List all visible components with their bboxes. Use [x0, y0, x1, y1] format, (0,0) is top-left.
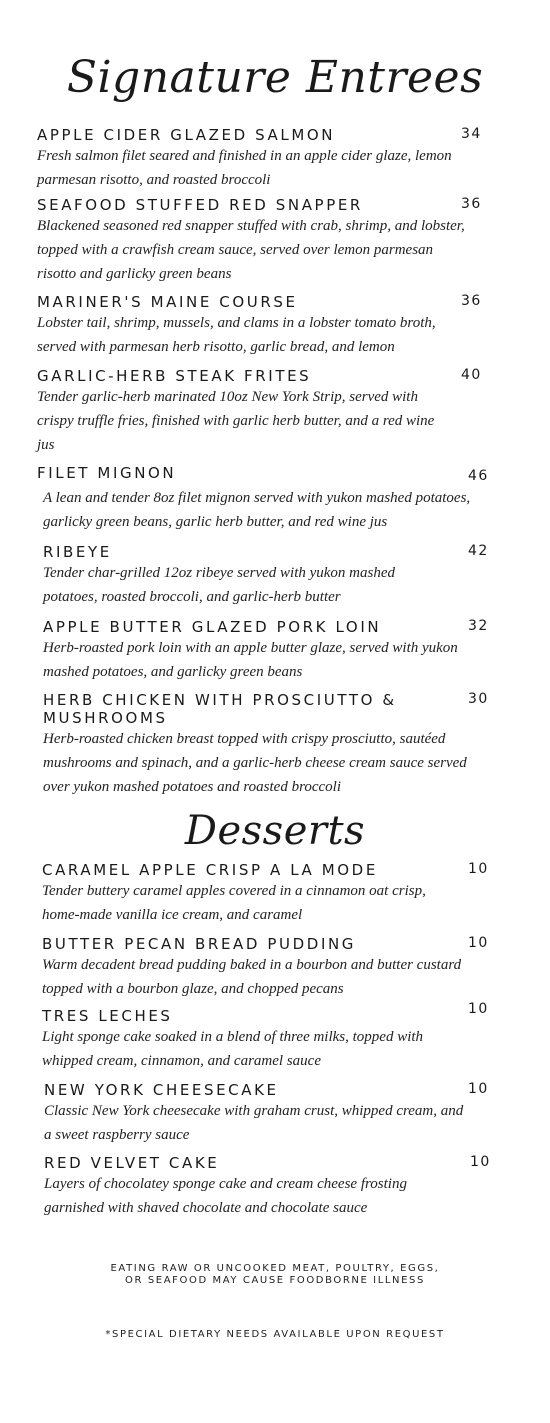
item-name: APPLE CIDER GLAZED SALMON [37, 126, 336, 144]
item-name: TRES LECHES [42, 1007, 173, 1025]
menu-item-garlic-herb-steak-frites [37, 367, 507, 457]
item-description: Light sponge cake soaked in a blend of three milks, topped with whipped cream, cinnamon, and caramel sauce [42, 1029, 424, 1069]
menu-item-new-york-cheesecake [44, 1081, 514, 1147]
item-description: Blackened seasoned red snapper stuffed with crab, shrimp, and lobster, topped with a crawfish cream sauce, served over lemon parmesan risotto and garlicky green beans [37, 218, 465, 282]
item-name: MARINER'S MAINE COURSE [37, 293, 298, 311]
item-price: 10 [468, 1001, 489, 1017]
item-price: 42 [468, 543, 489, 559]
item-name: SEAFOOD STUFFED RED SNAPPER [37, 196, 363, 214]
item-price: 10 [468, 861, 489, 877]
menu-item-apple-cider-glazed-salmon [37, 126, 507, 192]
item-name: CARAMEL APPLE CRISP A LA MODE [42, 861, 378, 879]
item-description: Lobster tail, shrimp, mussels, and clams in a lobster tomato broth, served with parmesan herb risotto, garlic bread, and lemon [37, 315, 436, 355]
item-description: Herb-roasted pork loin with an apple butter glaze, served with yukon mashed potatoes, and garlicky green beans [43, 640, 458, 680]
item-description: Tender garlic-herb marinated 10oz New York Strip, served with crispy truffle fries, finished with garlic herb butter, and a red wine jus [37, 389, 435, 453]
item-name: NEW YORK CHEESECAKE [44, 1081, 279, 1099]
item-price: 46 [468, 468, 489, 484]
item-price: 34 [461, 126, 482, 142]
item-price: 36 [461, 293, 482, 309]
menu-item-tres-leches [42, 1001, 512, 1073]
menu-item-ribeye [43, 543, 513, 609]
item-name: APPLE BUTTER GLAZED PORK LOIN [43, 618, 382, 636]
warning-line-1: EATING RAW OR UNCOOKED MEAT, POULTRY, EGGS, [110, 1263, 440, 1274]
menu-item-red-velvet-cake [44, 1154, 514, 1220]
item-name: BUTTER PECAN BREAD PUDDING [42, 935, 357, 953]
item-description: Fresh salmon filet seared and finished in an apple cider glaze, lemon parmesan risotto, and roasted broccoli [37, 148, 452, 188]
desserts-section-title: Desserts [184, 808, 366, 854]
item-name: RIBEYE [43, 543, 112, 561]
item-description: Warm decadent bread pudding baked in a bourbon and butter custard topped with a bourbon glaze, and chopped pecans [42, 957, 462, 997]
item-description: Herb-roasted chicken breast topped with crispy prosciutto, sautéed mushrooms and spinach, and a garlic-herb cheese cream sauce served over yukon mashed potatoes and roasted broccoli [43, 731, 467, 795]
menu-item-filet-mignon [37, 464, 507, 534]
item-price: 32 [468, 618, 489, 634]
dietary-notice: *SPECIAL DIETARY NEEDS AVAILABLE UPON REQUEST [105, 1329, 445, 1340]
item-description: Classic New York cheesecake with graham crust, whipped cream, and a sweet raspberry sauce [44, 1103, 464, 1143]
item-description: Layers of chocolatey sponge cake and cream cheese frosting garnished with shaved chocolate and chocolate sauce [44, 1176, 407, 1216]
item-price: 40 [461, 367, 482, 383]
item-name: FILET MIGNON [37, 464, 177, 482]
menu-item-apple-butter-glazed-pork-loin [43, 618, 513, 684]
item-name: GARLIC-HERB STEAK FRITES [37, 367, 312, 385]
item-price: 30 [468, 691, 489, 707]
menu-item-seafood-stuffed-red-snapper [37, 196, 507, 286]
item-name: HERB CHICKEN WITH PROSCIUTTO & MUSHROOMS [43, 691, 397, 727]
item-name: RED VELVET CAKE [44, 1154, 220, 1172]
menu-item-caramel-apple-crisp [42, 861, 512, 927]
item-price: 10 [470, 1154, 491, 1170]
menu-item-butter-pecan-bread-pudding [42, 935, 512, 1001]
menu-item-mariners-maine-course [37, 293, 507, 359]
warning-line-2: OR SEAFOOD MAY CAUSE FOODBORNE ILLNESS [125, 1275, 425, 1286]
menu-item-herb-chicken-prosciutto-mushrooms [43, 691, 513, 799]
item-description: Tender buttery caramel apples covered in a cinnamon oat crisp, home-made vanilla ice cream, and caramel [42, 883, 426, 923]
item-description: Tender char-grilled 12oz ribeye served with yukon mashed potatoes, roasted broccoli, and garlic-herb butter [43, 565, 396, 605]
item-price: 10 [468, 935, 489, 951]
item-price: 36 [461, 196, 482, 212]
food-safety-warning [0, 1263, 550, 1287]
item-price: 10 [468, 1081, 489, 1097]
entrees-section-title: Signature Entrees [66, 52, 484, 103]
item-description: A lean and tender 8oz filet mignon served with yukon mashed potatoes, garlicky green beans, garlic herb butter, and red wine jus [43, 490, 471, 530]
